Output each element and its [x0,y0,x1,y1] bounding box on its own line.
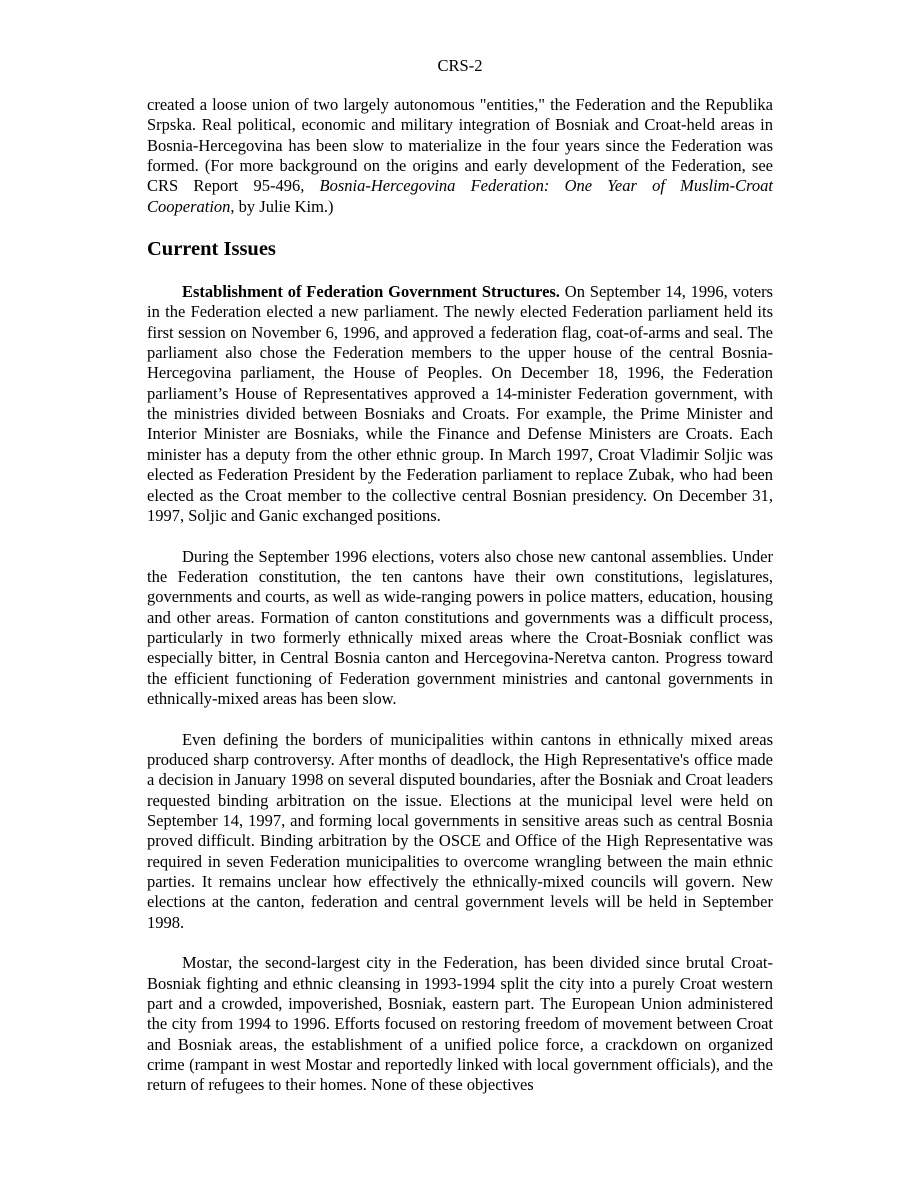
paragraph-federation-government-text: On September 14, 1996, voters in the Federation elected a new parliament. The newly elected Federation parliament held its first session on November 6, 1996, and approved a federation flag, coat-of-arms and seal. The parliament also chose the Federation members to the upper house of the central Bosnia-Hercegovina parliament, the House of Peoples. On December 18, 1996, the Federation parliament’s House of Representatives approved a 14-minister Federation government, with the ministries divided between Bosniaks and Croats. For example, the Prime Minister and Interior Minister are Bosniaks, while the Finance and Defense Ministers are Croats. Each minister has a deputy from the other ethnic group. In March 1997, Croat Vladimir Soljic was elected as Federation President by the Federation parliament to replace Zubak, who had been elected as the Croat member to the collective central Bosnian presidency. On December 31, 1997, Soljic and Ganic exchanged positions. [147,282,773,525]
intro-text-part-2: , by Julie Kim.) [230,196,334,216]
document-body [147,95,773,1096]
report-title: Bosnia-Hercegovina Federation: One Year of Muslim-Croat Cooperation [147,176,773,216]
section-heading: Current Issues [147,238,276,261]
paragraph-cantonal-assemblies: During the September 1996 elections, voters also chose new cantonal assemblies. Under the Federation constitution, the ten cantons have their own constitutions, legislatures, governments and courts, as well as wide-ranging powers in police matters, education, housing and other areas. Formation of canton constitutions and governments was a difficult process, particularly in two formerly ethnically mixed areas where the Croat-Bosniak conflict was especially bitter, in Central Bosnia canton and Hercegovina-Neretva canton. Progress toward the efficient functioning of Federation government ministries and cantonal governments in ethnically-mixed areas has been slow. [147,546,773,708]
intro-paragraph [147,95,773,217]
paragraph-mostar: Mostar, the second-largest city in the Federation, has been divided since brutal Croat-Bosniak fighting and ethnic cleansing in 1993-1994 split the city into a purely Croat western part and a crowded, impoverished, Bosniak, eastern part. The European Union administered the city from 1994 to 1996. Efforts focused on restoring freedom of movement between Croat and Bosniak areas, the establishment of a unified police force, a crackdown on organized crime (rampant in west Mostar and reportedly linked with local government officials), and the return of refugees to their homes. None of these objectives [147,953,773,1095]
page-number-header: CRS-2 [437,56,483,75]
intro-text-part-1: created a loose union of two largely autonomous "entities," the Federation and the Republika Srpska. Real political, economic and military integration of Bosniak and Croat-held areas in Bosnia-Hercegovina has been slow to materialize in the four years since the Federation was formed. (For more background on the origins and early development of the Federation, see CRS Report 95-496, [147,95,773,196]
paragraph-federation-government [147,282,773,526]
run-in-heading: Establishment of Federation Government Structures. [182,282,560,302]
paragraph-municipal-borders: Even defining the borders of municipalities within cantons in ethnically mixed areas produced sharp controversy. After months of deadlock, the High Representative's office made a decision in January 1998 on several disputed boundaries, after the Bosniak and Croat leaders requested binding arbitration on the issue. Elections at the municipal level were held on September 14, 1997, and forming local governments in sensitive areas such as central Bosnia proved difficult. Binding arbitration by the OSCE and Office of the High Representative was required in seven Federation municipalities to overcome wrangling between the main ethnic parties. It remains unclear how effectively the ethnically-mixed councils will govern. New elections at the canton, federation and central government levels will be held in September 1998. [147,729,773,932]
